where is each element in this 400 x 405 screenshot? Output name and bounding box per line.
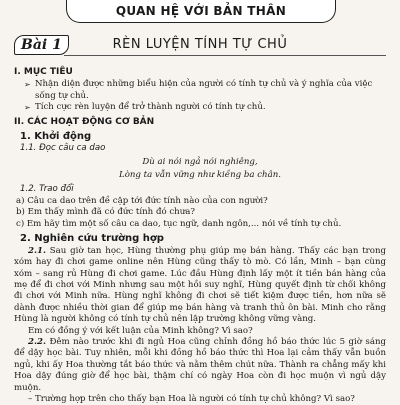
- question-line: a) Câu ca dao trên đề cập tới đức tính nào của con người?: [16, 196, 268, 207]
- case-number: 2.2.: [28, 336, 46, 347]
- sub-heading: 1.1. Đọc câu ca dao: [20, 143, 106, 154]
- poem-line: Lòng ta vẫn vững như kiềng ba chân.: [119, 170, 281, 181]
- case-text: Đêm nào trước khi đi ngủ Hoa cũng chỉnh đồng hồ báo thức lúc 5 giờ sáng để dậy học bài. Tuy nhiên, mỗi khi đồng hồ báo thức thì Hoa lại cảm thấy vẫn buồn ngủ, khi ấy Hoa thường tắt báo thức và nằm thêm chút nữa. Thành ra chẳng mấy khi Hoa dậy đúng giờ để học bài, thậm chí có ngày Hoa còn đi học muộn vì ngủ dậy muộn.: [14, 336, 387, 393]
- arrow-bullet-icon: ➢: [24, 80, 31, 90]
- part2-heading: 2. Nghiên cứu trường hợp: [20, 233, 164, 245]
- case-text: Sau giờ tan học, Hùng thường phụ giúp mẹ bán hàng. Thấy các bạn trong xóm hay đi chơi game online nên Hùng cũng thấy tò mò. Có lần, Minh – bạn cùng xóm – sang rủ Hùng đi chơi game. Lúc đầu Hùng định lấy một ít tiền bán hàng của mẹ để đi chơi với Minh nhưng sau một hồi suy nghĩ, Hùng quyết định từ chối không đi chơi với Minh nữa. Hùng nghĩ không đi chơi sẽ tiết kiệm được tiền, hơn nữa sẽ dành được nhiều thời gian để giúp mẹ bán hàng và tranh thủ ôn bài. Minh cho rằng Hùng là người không có tính tự chủ nên lập trường không vững vàng.: [14, 245, 386, 325]
- case-paragraph: [14, 337, 386, 394]
- lesson-header: [14, 33, 386, 59]
- question-line: b) Em thấy mình đã có đức tính đó chưa?: [16, 207, 195, 218]
- document-body: [14, 64, 386, 405]
- objective-text: Tích cực rèn luyện để trở thành người có tính tự chủ.: [35, 102, 266, 113]
- lesson-title: RÈN LUYỆN TÍNH TỰ CHỦ: [112, 37, 288, 52]
- case-question: Em có đồng ý với kết luận của Minh không? Vì sao?: [28, 325, 253, 336]
- case-paragraph: [14, 246, 386, 326]
- objective-text: Nhận diện được những biểu hiện của người có tính tự chủ và ý nghĩa của việc sống tự chủ.: [35, 79, 373, 101]
- section-activities-heading: II. CÁC HOẠT ĐỘNG CƠ BẢN: [14, 116, 155, 127]
- lesson-rule: [64, 55, 386, 56]
- question-line: c) Em hãy tìm một số câu ca dao, tục ngữ, danh ngôn,... nói về tính tự chủ.: [16, 218, 342, 229]
- lesson-label: Bài 1: [14, 35, 69, 55]
- sub-heading: 1.2. Trao đổi: [20, 183, 74, 194]
- case-number: 2.1.: [28, 245, 46, 256]
- objective-item: [24, 102, 386, 113]
- arrow-bullet-icon: ➢: [24, 103, 31, 113]
- chapter-banner: QUAN HỆ VỚI BẢN THÂN: [66, 0, 336, 23]
- section-objectives-heading: I. MỤC TIÊU: [14, 67, 73, 77]
- poem-line: Dù ai nói ngả nói nghiêng,: [142, 156, 258, 167]
- case-question: – Trường hợp trên cho thấy bạn Hoa là người có tính tự chủ không? Vì sao?: [28, 393, 355, 404]
- part1-heading: 1. Khởi động: [20, 131, 92, 143]
- objective-item: [24, 79, 386, 102]
